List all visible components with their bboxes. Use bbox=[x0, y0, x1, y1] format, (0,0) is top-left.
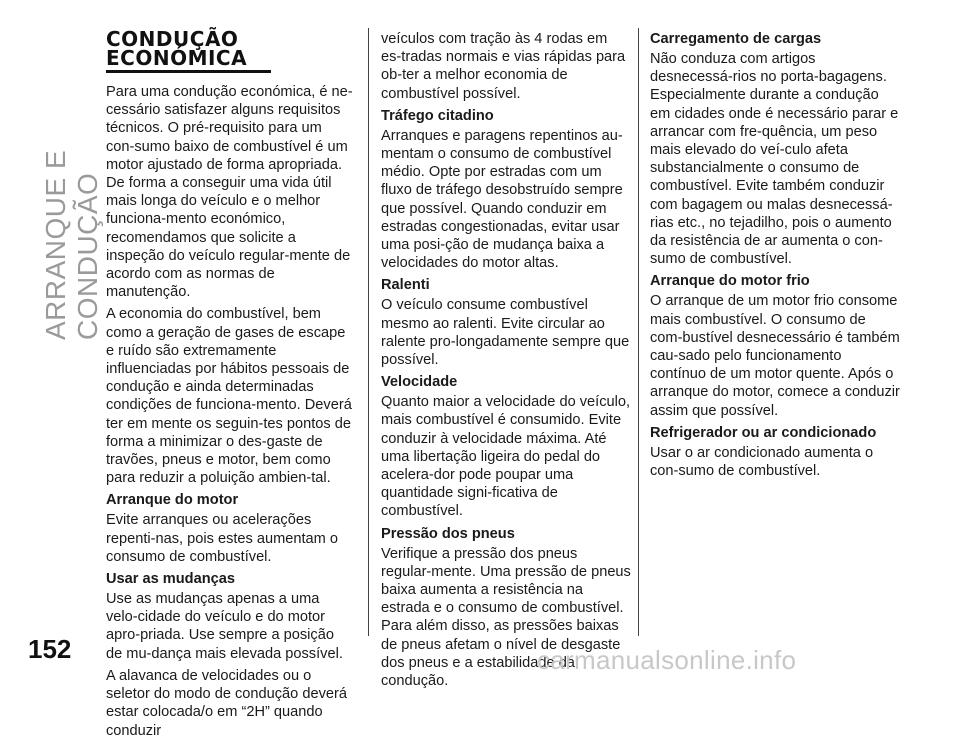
column-3 bbox=[650, 30, 900, 484]
column-divider bbox=[638, 28, 639, 636]
title-line-2: ECONÓMICA bbox=[106, 46, 248, 70]
paragraph: Usar o ar condicionado aumenta o con-sumo de combustível. bbox=[650, 444, 874, 480]
title-underline bbox=[106, 70, 271, 73]
heading-refrigerador-ar-condicionado: Refrigerador ou ar condicionado bbox=[650, 424, 877, 441]
watermark-text: carmanualsonline.info bbox=[537, 645, 797, 675]
paragraph: O arranque de um motor frio consome mais combustível. O consumo de com-bustível desnecessário é também cau-sado pelo funcionamento contínuo de um motor quente. Após o arranque do motor, comece a conduzir assim que possível. bbox=[650, 293, 900, 419]
paragraph: Para uma condução económica, é ne-cessário satisfazer alguns requisitos técnicos. O pré-requisito para um con-sumo baixo de combustível é um motor ajustado de forma apropriada. De forma a conseguir uma vida útil mais longa do veículo e o melhor funciona-mento económico, recomendamos que solicite a inspeção do veículo regular-mente de acordo com as normas de manutenção. bbox=[106, 84, 353, 301]
column-1 bbox=[106, 27, 354, 744]
column-divider bbox=[368, 28, 369, 636]
heading-pressao-dos-pneus: Pressão dos pneus bbox=[381, 525, 515, 542]
page-title bbox=[106, 27, 354, 70]
page-number: 152 bbox=[28, 634, 72, 664]
paragraph: Use as mudanças apenas a uma velo-cidade do veículo e do motor apro-priada. Use sempre a posição de mu-dança mais elevada possível. bbox=[106, 591, 343, 662]
heading-usar-as-mudancas: Usar as mudanças bbox=[106, 571, 235, 588]
heading-velocidade: Velocidade bbox=[381, 374, 458, 391]
paragraph: O veículo consume combustível mesmo ao ralenti. Evite circular ao ralente pro-longadamente sempre que possível. bbox=[381, 297, 630, 369]
paragraph: Não conduza com artigos desnecessá-rios no porta-bagagens. Especialmente durante a condução em cidades onde é necessário parar e arrancar com fre-quência, um peso mais elevado do veí-culo afeta substancialmente o consumo de combustível. Evite também conduzir com bagagem ou malas desnecessá-rias etc., no tejadilho, pois o aumento da resistência de ar aumenta o con-sumo de combustível. bbox=[650, 51, 899, 268]
heading-arranque-do-motor: Arranque do motor bbox=[106, 492, 239, 509]
heading-ralenti: Ralenti bbox=[381, 277, 430, 294]
heading-arranque-do-motor-frio: Arranque do motor frio bbox=[650, 273, 810, 290]
heading-trafego-citadino: Tráfego citadino bbox=[381, 107, 494, 124]
paragraph: veículos com tração às 4 rodas em es-tradas normais e vias rápidas para ob-ter a melhor economia de combustível possível. bbox=[381, 31, 626, 102]
paragraph: Verifique a pressão dos pneus regular-mente. Uma pressão de pneus baixa aumenta a resistência na estrada e o consumo de combustível. Para além disso, as pressões baixas de pneus afetam o nível de desgaste dos pneus e a estabilidade da condução. bbox=[381, 545, 631, 690]
column-2 bbox=[381, 30, 631, 694]
paragraph: Arranques e paragens repentinos au-mentam o consumo de combustível médio. Opte por estradas com um fluxo de tráfego desobstruído sempre que possível. Quando conduzir em estradas congestionadas, evitar usar uma posi-ção de mudança baixa a velocidades do motor altas. bbox=[381, 127, 623, 272]
paragraph: Evite arranques ou acelerações repenti-nas, pois estes aumentam o consumo de combustível. bbox=[106, 512, 339, 565]
title-line-1: CONDUÇÃO bbox=[106, 27, 239, 51]
heading-carregamento-de-cargas: Carregamento de cargas bbox=[650, 31, 822, 47]
paragraph: A economia do combustível, bem como a geração de gases de escape e ruído são extremamente influenciadas por hábitos pessoais de condução e ainda determinadas condições de funciona-mento. Deverá ter em mente os seguin-tes pontos de forma a minimizar o des-gaste de travões, pneus e motor, bem como para reduzir a poluição ambien-tal. bbox=[106, 306, 352, 487]
section-side-title: ARRANQUE E CONDUÇÃO bbox=[40, 149, 103, 340]
paragraph: A alavanca de velocidades ou o seletor do modo de condução deverá estar colocada/o em “2H” quando conduzir bbox=[106, 667, 347, 739]
paragraph: Quanto maior a velocidade do veículo, mais combustível é consumido. Evite conduzir à velocidade máxima. Até uma libertação ligeira do pedal do acelera-dor pode poupar uma quantidade signi-ficativa de combustível. bbox=[381, 394, 631, 520]
